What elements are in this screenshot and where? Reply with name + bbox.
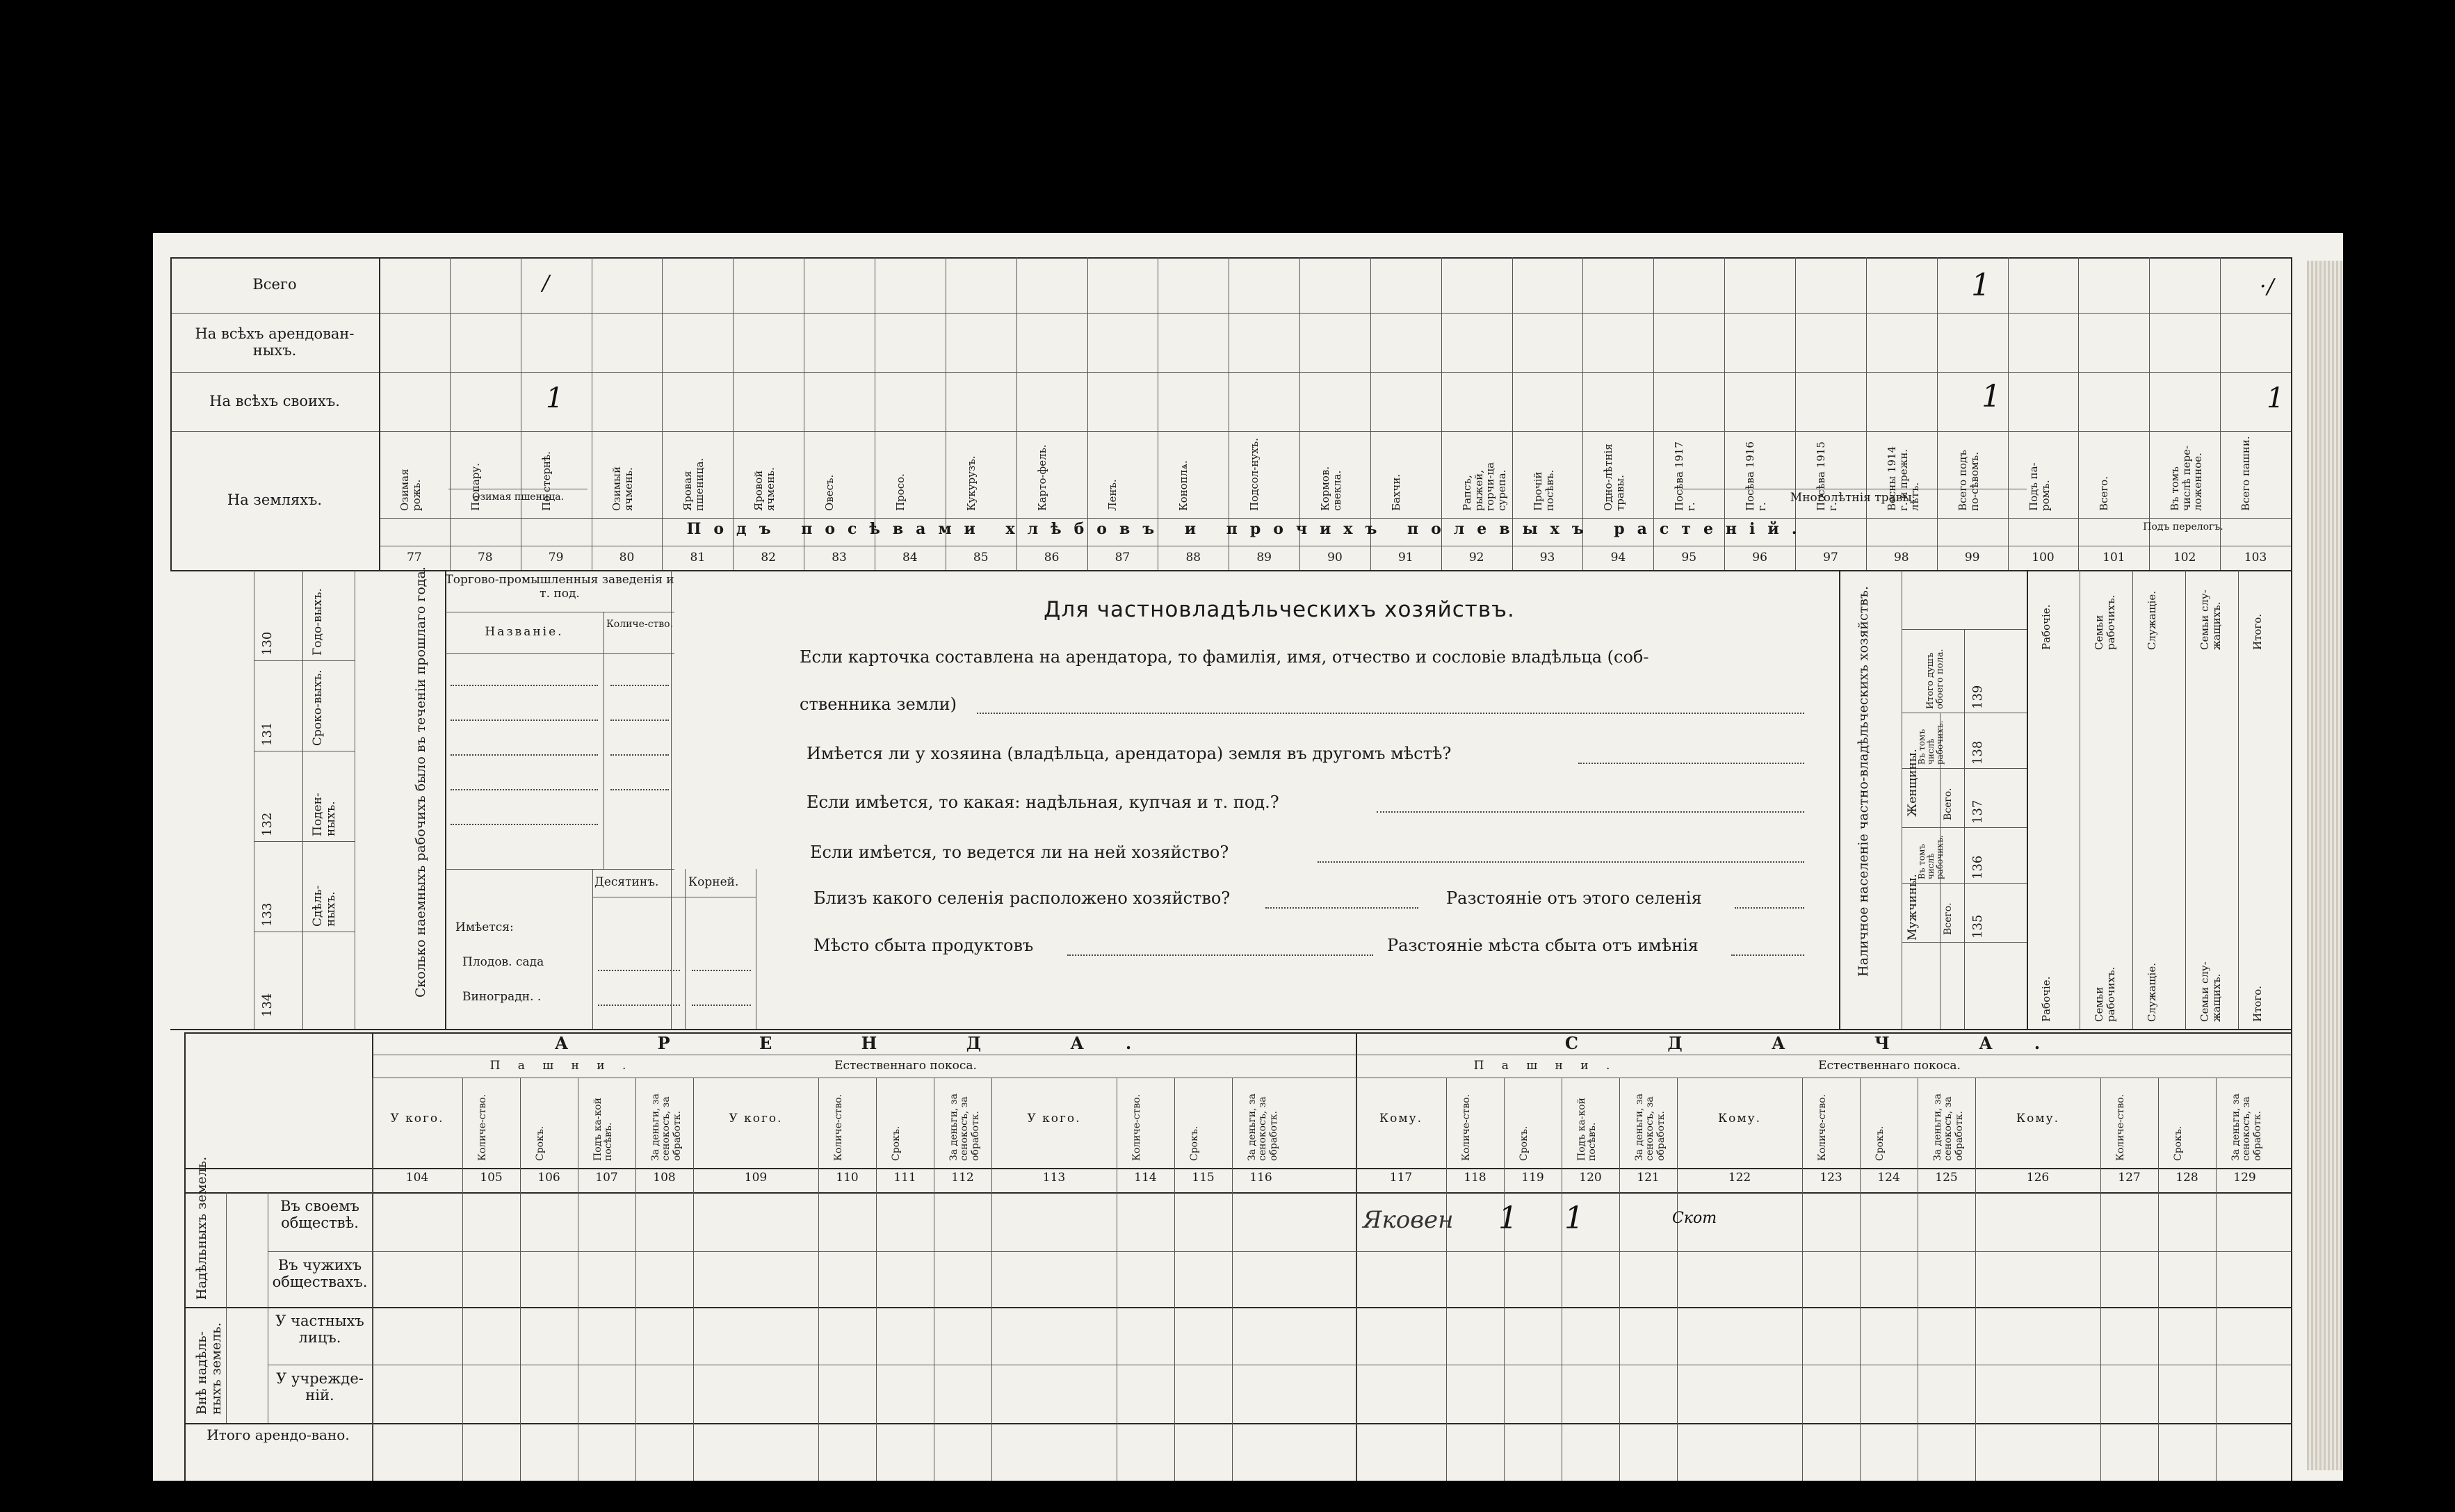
column-number: 80: [619, 551, 635, 564]
hand-mark: 1: [2267, 382, 2285, 414]
column-number: 120: [1579, 1171, 1602, 1185]
column-number: 82: [761, 551, 776, 564]
column-number: 96: [1752, 551, 1767, 564]
column-number: 77: [407, 551, 422, 564]
column-divider: [1802, 1078, 1803, 1481]
crop-column-header: Всего подъ по-сѣвомъ.: [1956, 450, 1981, 511]
total-both-sexes-label: Итого душъ обоего пола.: [1925, 649, 1946, 709]
women-label: Женщины.: [1906, 749, 1920, 817]
q-owner-line2: ственника земли): [800, 694, 957, 714]
hand-mark: 1: [546, 382, 565, 414]
crop-column-header: Всего пашни.: [2239, 436, 2253, 511]
vinograd-label: Виноградн. .: [462, 990, 542, 1004]
crop-column-header: Просо.: [893, 473, 907, 511]
row-label-svoih: На всѣхъ своихъ.: [209, 393, 340, 409]
column-number: 126: [2026, 1171, 2050, 1185]
column-divider: [635, 1078, 636, 1481]
column-number: 79: [548, 551, 564, 564]
crop-column-header: Ленъ.: [1106, 479, 1119, 511]
column-divider: [876, 1078, 877, 1481]
men-label: Мужчины.: [1906, 874, 1920, 941]
lease-col-header: Кому.: [2016, 1112, 2060, 1125]
q-farming: Если имѣется, то ведется ли на ней хозяйство?: [810, 843, 1229, 862]
label-ozimaya-pshenitsa: Озимая пшеница.: [471, 491, 565, 503]
lease-col-header: Количе-ство.: [477, 1094, 488, 1161]
column-number: 110: [836, 1171, 859, 1185]
sdacha-header: С Д А Ч А.: [1564, 1033, 2082, 1053]
q-land-type: Если имѣется, то какая: надѣльная, купчая и т. под.?: [807, 792, 1279, 812]
crop-column-header: Всего.: [2098, 476, 2111, 511]
workers-col-label: Годо-выхъ.: [311, 588, 325, 656]
column-divider: [2158, 1078, 2159, 1481]
lease-col-header: У кого.: [390, 1112, 444, 1125]
lease-col-header: Количе-ство.: [1131, 1094, 1142, 1161]
women-workers-label: Въ томъ числѣ рабочихъ.: [1917, 720, 1945, 765]
column-divider: [1446, 1078, 1447, 1481]
arenda-pashni: П а ш н и .: [489, 1059, 633, 1073]
lease-col-header: За деньги, за сенокосъ, за обработк.: [1634, 1094, 1667, 1161]
q-distance-village: Разстояніе отъ этого селенія: [1446, 888, 1702, 908]
column-divider: [462, 1078, 463, 1481]
workers-col-number: 134: [260, 993, 275, 1017]
column-number: 113: [1042, 1171, 1066, 1185]
hand-mark: 1: [1982, 379, 2002, 414]
lease-col-header: Кому.: [1717, 1112, 1762, 1125]
column-divider: [2100, 1078, 2101, 1481]
column-number: 123: [1820, 1171, 1842, 1185]
hand-mark: /: [542, 271, 551, 295]
workers-col-number: 130: [260, 631, 275, 656]
column-number: 112: [951, 1171, 974, 1185]
lease-col-header: Срокъ.: [1874, 1125, 1886, 1161]
column-number: 99: [1964, 551, 1980, 564]
workers-col-number: 131: [260, 722, 275, 746]
workers-col-label: Сроко-выхъ.: [311, 669, 325, 746]
crop-column-header: Озимая рожь.: [398, 469, 423, 511]
hand-komu: Яковен: [1363, 1206, 1454, 1234]
column-number: 100: [2032, 551, 2055, 564]
population-col-number: 137: [1970, 799, 1985, 824]
column-divider: [693, 1078, 694, 1481]
crop-column-header: Посѣва 1915 г.: [1814, 441, 1839, 511]
trade-qty-header: Количе-ство.: [606, 619, 674, 630]
column-number: 85: [973, 551, 989, 564]
column-number: 109: [744, 1171, 768, 1185]
lease-col-header: Срокъ.: [2173, 1125, 2184, 1161]
staff-col-header: Рабочіе.: [2040, 976, 2052, 1022]
column-divider: [2216, 1078, 2217, 1481]
arenda-header: А Р Е Н Д А.: [554, 1033, 1174, 1053]
column-number: 97: [1823, 551, 1838, 564]
row-uchrezhdeniy: У учрежде-ній.: [276, 1370, 364, 1404]
column-number: 108: [653, 1171, 676, 1185]
crop-column-header: Прочій посѣвъ.: [1531, 469, 1556, 511]
hand-za: Скот: [1672, 1210, 1717, 1227]
column-divider: [1504, 1078, 1505, 1481]
lease-col-header: За деньги, за сенокосъ, за обработк.: [1932, 1094, 1965, 1161]
sdacha-pokosa: Естественнаго покоса.: [1818, 1059, 1961, 1073]
population-title: Наличное населеніе частно-владѣльческихъ хозяйствъ.: [1856, 586, 1871, 977]
column-number: 129: [2233, 1171, 2256, 1185]
staff-col-header: Семьи рабочихъ.: [2093, 966, 2117, 1022]
crop-column-header: Посѣва 1916 г.: [1744, 441, 1768, 511]
population-col-number: 136: [1970, 855, 1985, 879]
column-divider: [818, 1078, 819, 1481]
column-number: 125: [1935, 1171, 1958, 1185]
column-number: 93: [1539, 551, 1555, 564]
women-total-label: Всего.: [1943, 788, 1954, 820]
row-chastnyh: У частныхъ лицъ.: [275, 1312, 364, 1347]
crop-column-header: Весны 1914 г. и прежн. лѣтъ.: [1885, 446, 1921, 511]
staff-col-header: Итого.: [2251, 613, 2264, 650]
row-label-arendovannyh: На всѣхъ арендован- ныхъ.: [195, 325, 355, 359]
workers-col-number: 133: [260, 902, 275, 927]
banner-posevy: Подъ посѣвами хлѣбовъ и прочихъ полевыхъ растеній.: [686, 520, 1810, 538]
trade-name-header: Названіе.: [485, 625, 564, 639]
population-col-number: 138: [1970, 740, 1985, 765]
q-other-land: Имѣется ли у хозяина (владѣльца, арендатора) земля въ другомъ мѣстѣ?: [807, 744, 1452, 763]
group-nadel-label: Надѣльныхъ земель.: [194, 1156, 209, 1300]
column-number: 88: [1185, 551, 1201, 564]
crop-column-header: Овесъ.: [823, 474, 836, 511]
census-card-sheet: [153, 233, 2343, 1481]
column-divider: [991, 1078, 992, 1481]
staff-col-header: Рабочіе.: [2040, 604, 2052, 650]
crop-column-header: Подъ па-ромъ.: [2027, 462, 2052, 511]
lease-col-header: Количе-ство.: [833, 1094, 844, 1161]
label-mnogoletnie-travy: Многолѣтнія травы.: [1790, 491, 1916, 505]
column-number: 98: [1893, 551, 1909, 564]
lease-col-header: Количе-ство.: [1461, 1094, 1472, 1161]
column-number: 122: [1728, 1171, 1751, 1185]
row-svoem: Въ своемъ обществѣ.: [280, 1198, 359, 1232]
crop-column-header: Одно-лѣтнія травы.: [1602, 444, 1626, 511]
column-number: 118: [1464, 1171, 1486, 1185]
column-number: 84: [902, 551, 918, 564]
staff-col-header: Семьи слу-жащихъ.: [2198, 590, 2223, 650]
column-number: 102: [2173, 551, 2196, 564]
column-divider: [2238, 570, 2239, 1029]
column-number: 86: [1044, 551, 1060, 564]
q-market: Мѣсто сбыта продуктовъ: [813, 936, 1034, 955]
row-label-vsego: Всего: [252, 276, 297, 293]
crop-column-header: По стернѣ.: [540, 451, 553, 511]
column-divider: [1174, 1078, 1175, 1481]
q-distance-market: Разстояніе мѣста сбыта отъ имѣнія: [1387, 936, 1699, 955]
column-number: 87: [1115, 551, 1131, 564]
column-number: 106: [537, 1171, 560, 1185]
lease-col-header: Подъ ка-кой посѣвъ.: [592, 1098, 615, 1161]
column-divider: [372, 1078, 373, 1481]
staff-col-header: Служащіе.: [2146, 963, 2158, 1022]
column-divider: [1975, 1078, 1976, 1481]
lease-col-header: За деньги, за сенокосъ, за обработк.: [650, 1094, 683, 1161]
q-owner-line1: Если карточка составлена на арендатора, то фамилія, имя, отчество и сословіе владѣльца (соб-: [800, 647, 1649, 667]
lease-col-header: Количе-ство.: [2115, 1094, 2126, 1161]
hand-srok: 1: [1564, 1201, 1584, 1236]
crop-column-header: По пару.: [469, 462, 482, 511]
crop-column-header: Озимый ячмень.: [610, 466, 635, 511]
column-number: 101: [2102, 551, 2125, 564]
private-farms-title: Для частновладѣльческихъ хозяйствъ.: [1044, 597, 1515, 622]
column-number: 104: [405, 1171, 429, 1185]
column-number: 117: [1389, 1171, 1413, 1185]
column-number: 114: [1134, 1171, 1157, 1185]
lease-col-header: За деньги, за сенокосъ, за обработк.: [1247, 1094, 1279, 1161]
column-number: 83: [832, 551, 847, 564]
staff-col-header: Семьи слу-жащихъ.: [2198, 961, 2223, 1022]
column-number: 107: [595, 1171, 618, 1185]
label-pod-perelog: Подъ перелогъ.: [2143, 521, 2223, 533]
workers-col-number: 132: [260, 812, 275, 836]
arenda-pokosa: Естественнаго покоса.: [834, 1059, 977, 1073]
column-number: 128: [2176, 1171, 2198, 1185]
lease-col-header: Срокъ.: [1518, 1125, 1530, 1161]
hand-mark: ·/: [2260, 275, 2275, 299]
column-number: 111: [893, 1171, 916, 1185]
staff-col-header: Служащіе.: [2146, 591, 2158, 650]
hand-qty: 1: [1498, 1201, 1518, 1236]
crop-column-header: Кукурузъ.: [964, 455, 978, 511]
crop-column-header: Яровой ячмень.: [752, 467, 777, 511]
column-divider: [1619, 1078, 1620, 1481]
population-col-number: 135: [1970, 914, 1985, 938]
population-col-number: 139: [1970, 685, 1985, 709]
crop-column-header: Бахчи.: [1389, 473, 1402, 511]
lease-col-header: Подъ ка-кой посѣвъ.: [1576, 1098, 1598, 1161]
column-divider: [1860, 1078, 1861, 1481]
q-near-village: Близъ какого селенія расположено хозяйство?: [813, 888, 1231, 908]
column-divider: [1232, 1078, 1233, 1481]
workers-title: Сколько наемныхъ рабочихъ было въ теченіи прошлаго года.: [413, 567, 428, 998]
crop-column-header: Рапсъ, рыжей, горчи-ца сурепа.: [1460, 462, 1508, 511]
crop-column-header: Кормов. свекла.: [1319, 466, 1343, 511]
lease-col-header: Срокъ.: [535, 1125, 546, 1161]
column-number: 89: [1256, 551, 1272, 564]
column-number: 95: [1681, 551, 1697, 564]
column-number: 81: [690, 551, 706, 564]
lease-col-header: Срокъ.: [891, 1125, 902, 1161]
column-number: 105: [480, 1171, 503, 1185]
column-number: 94: [1610, 551, 1626, 564]
column-divider: [2185, 570, 2186, 1029]
lease-col-header: За деньги, за сенокосъ, за обработк.: [948, 1094, 981, 1161]
korney-header: Корней.: [688, 875, 739, 889]
group-vne-label: Внѣ надѣль-ныхъ земель.: [194, 1322, 224, 1415]
lease-col-header: За деньги, за сенокосъ, за обработк.: [2230, 1094, 2263, 1161]
row-itogo-arendovano: Итого арендо-вано.: [206, 1426, 350, 1443]
crop-column-header: Посѣва 1917 г.: [1673, 441, 1697, 511]
imeetsya-label: Имѣется:: [455, 920, 514, 934]
lease-col-header: Количе-ство.: [1817, 1094, 1828, 1161]
column-divider: [520, 1078, 521, 1481]
workers-col-label: Поден-ныхъ.: [311, 792, 338, 836]
column-number: 115: [1192, 1171, 1215, 1185]
crop-column-header: Коноплѧ.: [1177, 460, 1190, 511]
column-number: 78: [477, 551, 493, 564]
lease-col-header: У кого.: [729, 1112, 783, 1125]
crop-column-header: Въ томъ числѣ пере-ложенное.: [2169, 445, 2205, 511]
column-number: 124: [1877, 1171, 1900, 1185]
men-workers-label: Въ томъ числѣ рабочихъ.: [1917, 835, 1945, 879]
row-label-na-zemlyah: На земляхъ.: [227, 491, 323, 508]
staff-col-header: Итого.: [2251, 985, 2264, 1022]
men-total-label: Всего.: [1943, 902, 1954, 935]
column-divider: [1677, 1078, 1678, 1481]
desyatin-header: Десятинъ.: [594, 875, 659, 889]
hand-mark: 1: [1971, 268, 1991, 303]
crop-column-header: Карто-фель.: [1035, 444, 1048, 511]
column-number: 91: [1398, 551, 1413, 564]
sad-label: Плодов. сада: [462, 955, 544, 969]
row-chuzhih: Въ чужихъ обществахъ.: [272, 1257, 368, 1291]
trade-title: Торгово-промышленныя заведенія и т. под.: [445, 573, 674, 601]
column-number: 90: [1327, 551, 1343, 564]
column-number: 127: [2118, 1171, 2141, 1185]
lease-col-header: Срокъ.: [1189, 1125, 1200, 1161]
sdacha-pashni: П а ш н и .: [1473, 1059, 1617, 1073]
column-number: 103: [2244, 551, 2267, 564]
lease-col-header: У кого.: [1027, 1112, 1081, 1125]
page-edge: [2307, 261, 2343, 1470]
column-number: 92: [1468, 551, 1484, 564]
column-number: 121: [1637, 1171, 1660, 1185]
workers-col-label: Сдѣль-ныхъ.: [311, 885, 338, 927]
lease-col-header: Кому.: [1379, 1112, 1423, 1125]
crop-column-header: Подсол-нухъ.: [1248, 438, 1261, 511]
column-number: 119: [1521, 1171, 1544, 1185]
crop-column-header: Яровая пшеница.: [681, 457, 706, 511]
staff-col-header: Семьи рабочихъ.: [2093, 594, 2117, 650]
column-number: 116: [1249, 1171, 1272, 1185]
column-divider: [2132, 570, 2133, 1029]
